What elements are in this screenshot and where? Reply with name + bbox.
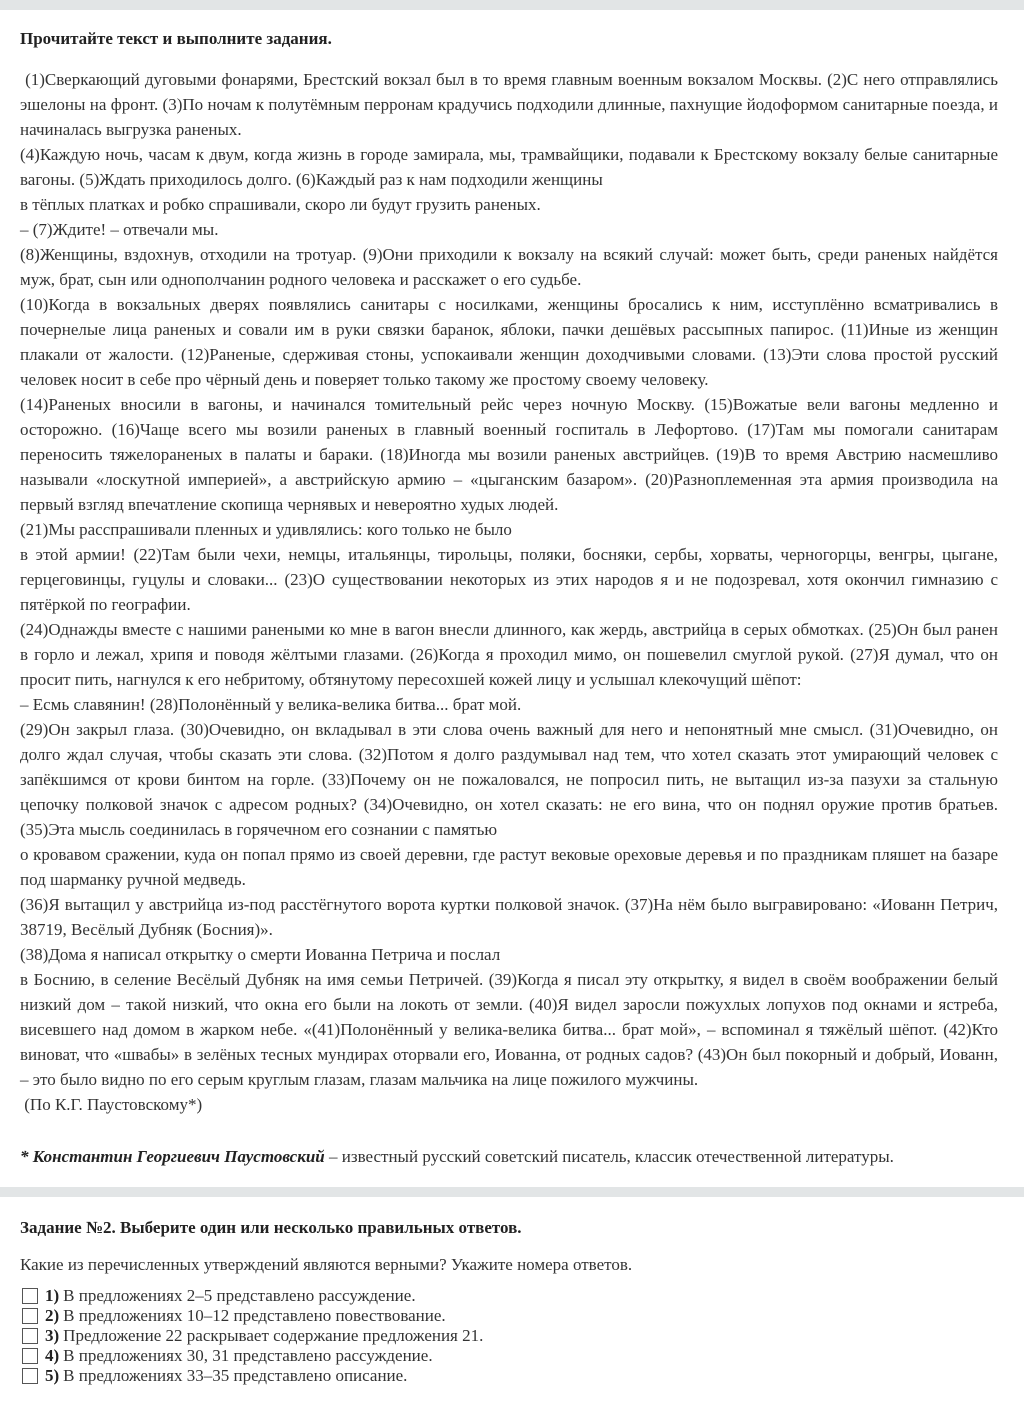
text-paragraph: (10)Когда в вокзальных дверях появлялись санитары с носилками, женщины бросались к ним, исступлённо всматривались в почернелые лица раненых и совали им в руки связки баранок, яблоки, пачки дешёвых рассыпных папирос. (11)Иные из женщин плакали от жалости. (12)Раненые, сдерживая стоны, успокаивали женщин доходчивыми словами. (13)Эти слова простой русский человек носит в себе про чёрный день и поверяет только такому же простому своему человеку. — [20, 295, 998, 389]
text-paragraph: (29)Он закрыл глаза. (30)Очевидно, он вкладывал в эти слова очень важный для него и непонятный мне смысл. (31)Очевидно, он долго ждал случая, чтобы сказать эти слова. (32)Потом я долго раздумывал над тем, что хотел сказать этот умирающий человек с запёкшимся от крови бинтом на горле. (33)Почему он не пожаловался, не попросил пить, не вытащил из-за пазухи за стальную цепочку полковой значок с адресом родных? (34)Очевидно, он хотел сказать: не его вина, что он поднял оружие против братьев. (35)Эта мысль соединилась в горячечном его сознании с памятью — [20, 720, 998, 839]
reading-instruction: Прочитайте текст и выполните задания. — [20, 29, 332, 48]
answer-option-3[interactable] — [20, 1326, 1004, 1346]
option-number: 2) — [45, 1306, 60, 1325]
option-number: 3) — [45, 1326, 60, 1345]
reading-text — [20, 67, 1004, 1117]
answer-option-4[interactable] — [20, 1346, 1004, 1366]
text-paragraph: (1)Сверкающий дуговыми фонарями, Брестский вокзал был в то время главным военным вокзалом Москвы. (2)С него отправлялись эшелоны на фронт. (3)По ночам к полутёмным перронам крадучись подходили длинные, пахнущие йодоформом санитарные поезда, и начиналась выгрузка раненых. — [20, 70, 998, 139]
checkbox[interactable] — [22, 1328, 38, 1344]
task-question: Какие из перечисленных утверждений являются верными? Укажите номера ответов. — [20, 1255, 633, 1274]
text-paragraph: в тёплых платках и робко спрашивали, скоро ли будут грузить раненых. — [20, 195, 541, 214]
text-paragraph: о кровавом сражении, куда он попал прямо из своей деревни, где растут вековые ореховые деревья и по праздникам пляшет на базаре под шарманку ручной медведь. — [20, 845, 998, 889]
option-text: В предложениях 2–5 представлено рассуждение. — [63, 1286, 416, 1305]
answer-option-2[interactable] — [20, 1306, 1004, 1326]
text-paragraph: (14)Раненых вносили в вагоны, и начинался томительный рейс через ночную Москву. (15)Вожатые вели вагоны медленно и осторожно. (16)Чаще всего мы возили раненых в главный военный госпиталь в Лефортово. (17)Там мы помогали санитарам переносить тяжелораненых в палаты и бараки. (18)Иногда мы возили раненых австрийцев. (19)В то время Австрию насмешливо называли «лоскутной империей», а австрийскую армию – «цыганским базаром». (20)Разноплеменная эта армия производила на первый взгляд впечатление скопища чернявых и невероятно худых людей. — [20, 395, 998, 514]
checkbox[interactable] — [22, 1348, 38, 1364]
option-number: 4) — [45, 1346, 60, 1365]
footnote-text: – известный русский советский писатель, классик отечественной литературы. — [324, 1147, 894, 1166]
text-paragraph: (21)Мы расспрашивали пленных и удивлялись: кого только не было — [20, 520, 512, 539]
footnote-marker: * — [20, 1147, 33, 1166]
answer-option-5[interactable] — [20, 1366, 1004, 1386]
task-title: Задание №2. Выберите один или несколько правильных ответов. — [20, 1218, 522, 1237]
option-text: В предложениях 33–35 представлено описание. — [63, 1366, 408, 1385]
option-number: 5) — [45, 1366, 60, 1385]
text-attribution: (По К.Г. Паустовскому*) — [20, 1095, 203, 1114]
text-paragraph: в Боснию, в селение Весёлый Дубняк на имя семьи Петричей. (39)Когда я писал эту открытку, я видел в своём воображении белый низкий дом – такой низкий, что окна его были на локоть от земли. (40)Я видел заросли пожухлых лопухов под окнами и ястреба, висевшего над домом в жарком небе. «(41)Полонённый у велика-велика битва... брат мой», – вспоминал я тяжёлый шёпот. (42)Кто виноват, что «швабы» в зелёных тесных мундирах оторвали его, Иованна, от родных садов? (43)Он был покорный и добрый, Иованн, – это было видно по его серым круглым глазам, глазам мальчика на лице пожилого мужчины. — [20, 970, 998, 1089]
option-number: 1) — [45, 1286, 60, 1305]
text-paragraph: (38)Дома я написал открытку о смерти Иованна Петрича и послал — [20, 945, 501, 964]
text-paragraph: (4)Каждую ночь, часам к двум, когда жизнь в городе замирала, мы, трамвайщики, подавали к Брестскому вокзалу белые санитарные вагоны. (5)Ждать приходилось долго. (6)Каждый раз к нам подходили женщины — [20, 145, 998, 189]
task-section — [0, 1197, 1024, 1386]
text-paragraph: – (7)Ждите! – отвечали мы. — [20, 220, 219, 239]
answer-options — [20, 1286, 1004, 1386]
text-paragraph: (24)Однажды вместе с нашими ранеными ко мне в вагон внесли длинного, как жердь, австрийца в серых обмотках. (25)Он был ранен в горло и лежал, хрипя и поводя жёлтыми глазами. (26)Когда я проходил мимо, он пошевелил смуглой рукой. (27)Я думал, что он просит пить, нагнулся к его небритому, обтянутому пересохшей кожей лицу и услышал клекочущий шёпот: — [20, 620, 998, 689]
option-text: В предложениях 30, 31 представлено рассуждение. — [63, 1346, 433, 1365]
checkbox[interactable] — [22, 1368, 38, 1384]
text-paragraph: (8)Женщины, вздохнув, отходили на тротуар. (9)Они приходили к вокзалу на всякий случай: может быть, среди раненых найдётся муж, брат, сын или однополчанин родного человека и расскажет о его судьбе. — [20, 245, 998, 289]
answer-option-1[interactable] — [20, 1286, 1004, 1306]
section-divider — [0, 1187, 1024, 1197]
top-divider-bar — [0, 0, 1024, 10]
text-paragraph: (36)Я вытащил у австрийца из-под расстёгнутого ворота куртки полковой значок. (37)На нём было выгравировано: «Иованн Петрич, 38719, Весёлый Дубняк (Босния)». — [20, 895, 998, 939]
option-text: В предложениях 10–12 представлено повествование. — [63, 1306, 446, 1325]
text-paragraph: – Есмь славянин! (28)Полонённый у велика-велика битва... брат мой. — [20, 695, 522, 714]
footnote-author-name: Константин Георгиевич Паустовский — [32, 1147, 325, 1166]
author-footnote — [20, 1147, 1004, 1187]
checkbox[interactable] — [22, 1308, 38, 1324]
checkbox[interactable] — [22, 1288, 38, 1304]
option-text: Предложение 22 раскрывает содержание предложения 21. — [63, 1326, 484, 1345]
text-paragraph: в этой армии! (22)Там были чехи, немцы, итальянцы, тирольцы, поляки, босняки, сербы, хорваты, черногорцы, венгры, цыгане, герцеговинцы, гуцулы и словаки... (23)О существовании некоторых из этих народов я и не подозревал, хотя окончил гимназию с пятёркой по географии. — [20, 545, 998, 614]
reading-section — [0, 10, 1024, 1187]
